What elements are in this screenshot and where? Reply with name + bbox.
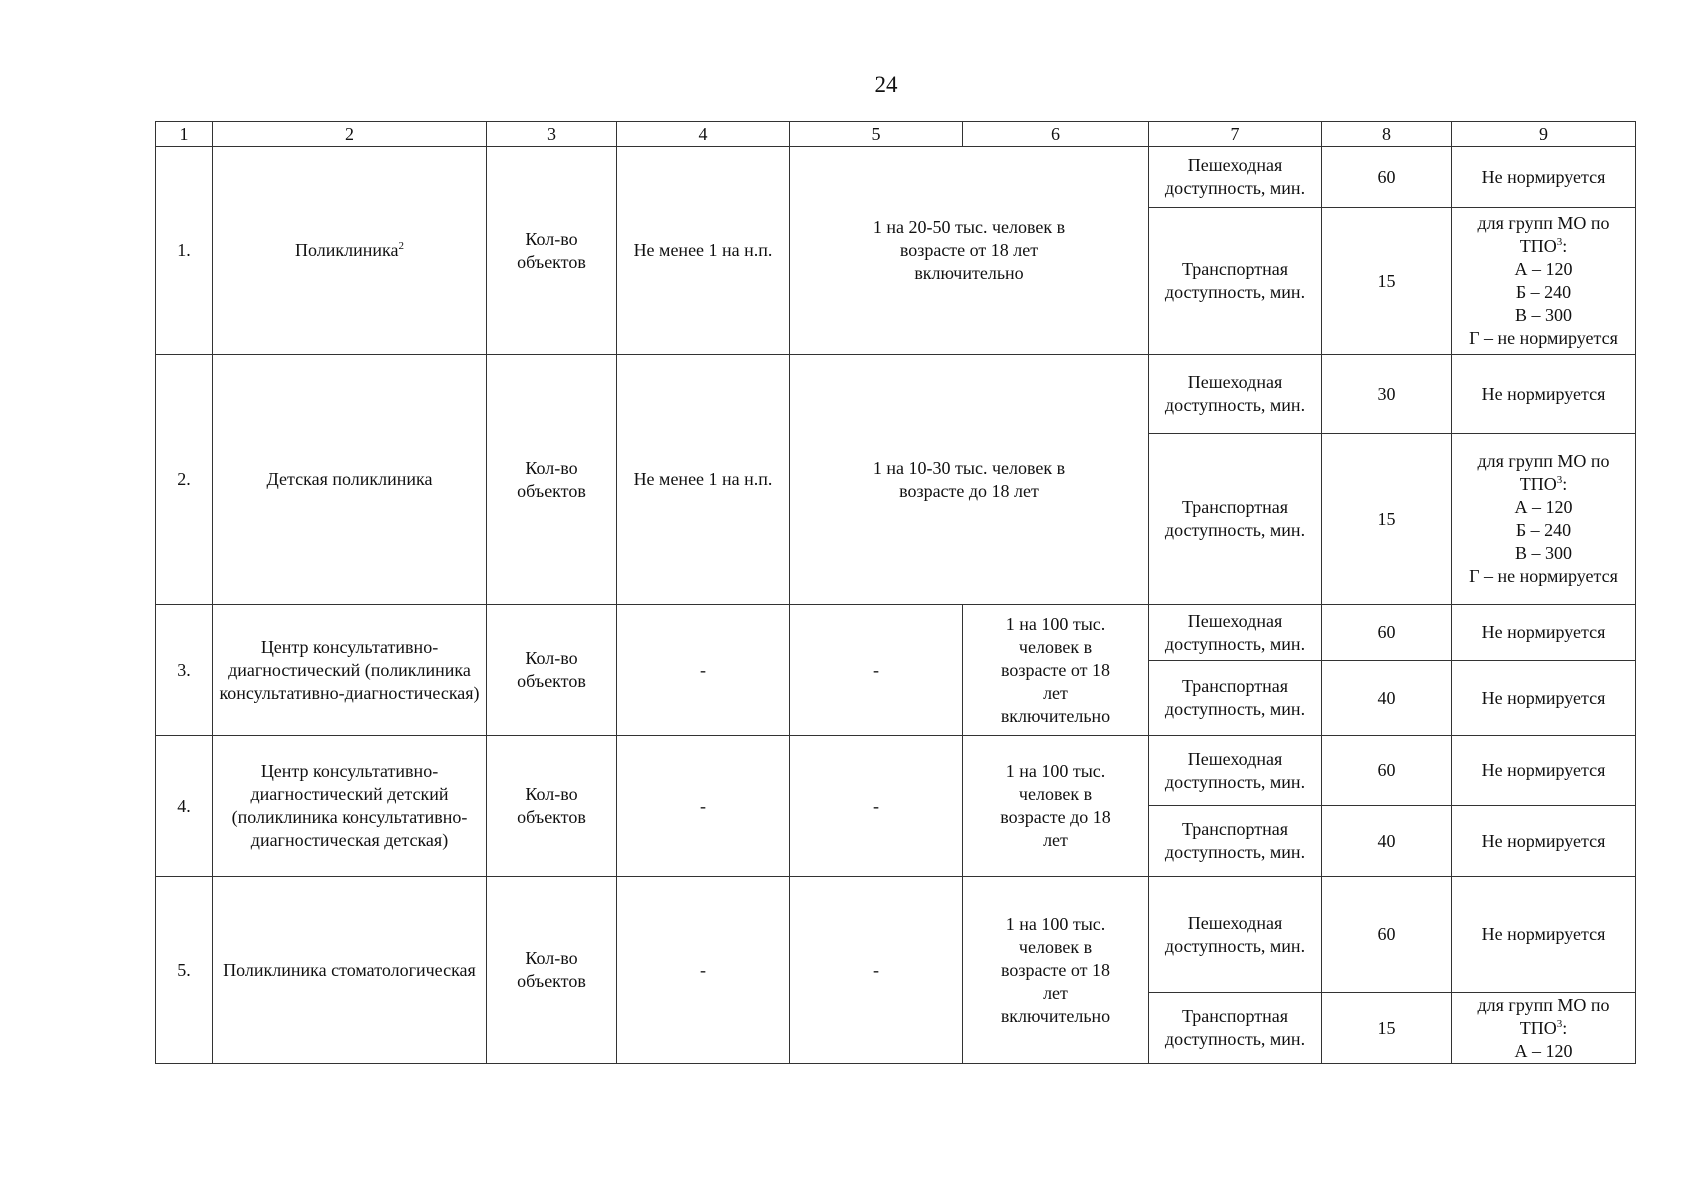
transport-norm: Не нормируется [1452, 806, 1636, 877]
unit-cell: Кол-во объектов [487, 877, 617, 1064]
max-level-cell [963, 877, 1149, 1064]
walk-norm: Не нормируется [1452, 736, 1636, 806]
footnote-mark: 3 [1556, 236, 1563, 248]
transport-value: 15 [1322, 208, 1452, 355]
norms-table [155, 121, 1636, 1064]
walk-value: 60 [1322, 147, 1452, 208]
col5-cell: - [790, 877, 963, 1064]
transport-value: 15 [1322, 434, 1452, 605]
transport-label: Транспортная доступность, мин. [1149, 434, 1322, 605]
norm-line: А – 120 [1514, 259, 1573, 279]
max-level-text: 1 на 20-50 тыс. человек в возрасте от 18 лет включительно [872, 217, 1066, 283]
max-level-text: 1 на 100 тыс. человек в возрасте до 18 лет [1000, 761, 1111, 850]
min-level-cell: - [617, 605, 790, 736]
norm-suffix: : [1562, 474, 1568, 494]
min-level-cell: - [617, 877, 790, 1064]
walk-value: 60 [1322, 605, 1452, 661]
object-name [213, 147, 487, 355]
footnote-mark: 3 [1556, 1017, 1563, 1030]
transport-label: Транспортная доступность, мин. [1149, 661, 1322, 736]
table-row [156, 605, 1636, 661]
max-level-cell [790, 355, 1149, 605]
walk-norm: Не нормируется [1452, 147, 1636, 208]
header-cell: 7 [1149, 122, 1322, 147]
max-level-cell [963, 736, 1149, 877]
header-cell: 2 [213, 122, 487, 147]
norm-line: Б – 240 [1515, 282, 1572, 302]
walk-label: Пешеходная доступность, мин. [1149, 736, 1322, 806]
transport-norm [1452, 993, 1636, 1064]
page-number: 24 [874, 72, 898, 97]
row-number: 5. [156, 877, 213, 1064]
min-level-cell: Не менее 1 на н.п. [617, 355, 790, 605]
unit-cell: Кол-во объектов [487, 355, 617, 605]
norm-line: для групп МО по ТПО [1477, 451, 1610, 494]
object-name: Детская поликлиника [213, 355, 487, 605]
norm-line: А – 120 [1514, 497, 1573, 517]
transport-label: Транспортная доступность, мин. [1149, 993, 1322, 1064]
walk-label: Пешеходная доступность, мин. [1149, 605, 1322, 661]
norm-line: В – 300 [1514, 305, 1572, 325]
max-level-text: 1 на 100 тыс. человек в возрасте от 18 лет включительно [1000, 613, 1111, 726]
row-number: 4. [156, 736, 213, 877]
norm-line: Б – 240 [1515, 520, 1572, 540]
walk-value: 60 [1322, 877, 1452, 993]
table-row [156, 147, 1636, 208]
object-name: Поликлиника стоматологическая [213, 877, 487, 1064]
norm-line: для групп МО по ТПО [1477, 994, 1610, 1038]
norm-line: Г – не нормируется [1469, 566, 1618, 586]
footnote-mark: 3 [1556, 474, 1563, 486]
header-cell: 9 [1452, 122, 1636, 147]
row-number: 1. [156, 147, 213, 355]
transport-norm [1452, 208, 1636, 355]
transport-label: Транспортная доступность, мин. [1149, 806, 1322, 877]
norm-line: А – 120 [1514, 1040, 1573, 1061]
header-row [156, 122, 1636, 147]
walk-label: Пешеходная доступность, мин. [1149, 877, 1322, 993]
min-level-cell: - [617, 736, 790, 877]
table-row [156, 877, 1636, 993]
header-cell: 6 [963, 122, 1149, 147]
walk-label: Пешеходная доступность, мин. [1149, 147, 1322, 208]
max-level-cell [790, 147, 1149, 355]
max-level-text: 1 на 10-30 тыс. человек в возрасте до 18 лет [872, 457, 1066, 501]
transport-value: 15 [1322, 993, 1452, 1064]
header-cell: 5 [790, 122, 963, 147]
walk-norm: Не нормируется [1452, 877, 1636, 993]
col5-cell: - [790, 605, 963, 736]
unit-cell: Кол-во объектов [487, 736, 617, 877]
row-number: 2. [156, 355, 213, 605]
norm-line: Г – не нормируется [1469, 328, 1618, 348]
unit-cell: Кол-во объектов [487, 605, 617, 736]
transport-norm [1452, 434, 1636, 605]
unit-cell: Кол-во объектов [487, 147, 617, 355]
row-number: 3. [156, 605, 213, 736]
norm-suffix: : [1562, 236, 1568, 256]
transport-value: 40 [1322, 806, 1452, 877]
object-name: Центр консультативно-диагностический (поликлиника консультативно-диагностическая) [213, 605, 487, 736]
norm-line: для групп МО по ТПО [1477, 213, 1610, 256]
footnote-mark: 2 [398, 240, 404, 252]
table-row [156, 355, 1636, 434]
transport-value: 40 [1322, 661, 1452, 736]
walk-value: 60 [1322, 736, 1452, 806]
transport-norm: Не нормируется [1452, 661, 1636, 736]
walk-label: Пешеходная доступность, мин. [1149, 355, 1322, 434]
header-cell: 4 [617, 122, 790, 147]
min-level-cell: Не менее 1 на н.п. [617, 147, 790, 355]
table-row [156, 736, 1636, 806]
walk-value: 30 [1322, 355, 1452, 434]
object-name: Центр консультативно-диагностический детский (поликлиника консультативно-диагностическая детская) [213, 736, 487, 877]
transport-label: Транспортная доступность, мин. [1149, 208, 1322, 355]
max-level-cell [963, 605, 1149, 736]
col5-cell: - [790, 736, 963, 877]
walk-norm: Не нормируется [1452, 605, 1636, 661]
max-level-text: 1 на 100 тыс. человек в возрасте от 18 лет включительно [1000, 913, 1111, 1026]
header-cell: 3 [487, 122, 617, 147]
header-cell: 1 [156, 122, 213, 147]
norm-suffix: : [1562, 1017, 1568, 1038]
walk-norm: Не нормируется [1452, 355, 1636, 434]
object-name-text: Поликлиника [295, 240, 399, 260]
header-cell: 8 [1322, 122, 1452, 147]
norm-line: В – 300 [1514, 543, 1572, 563]
